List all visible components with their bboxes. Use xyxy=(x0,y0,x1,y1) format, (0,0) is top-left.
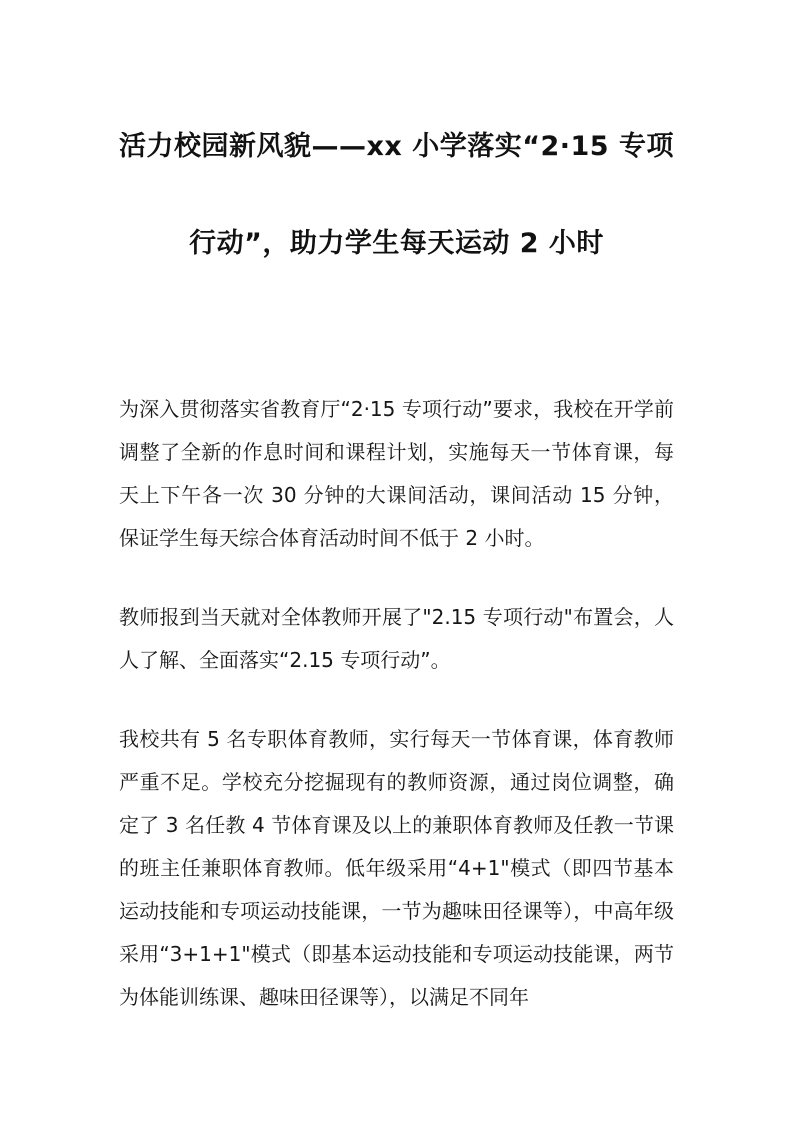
document-title-line-2: 行动”，助力学生每天运动 2 小时 xyxy=(189,228,604,259)
paragraph-pe-teachers: 我校共有 5 名专职体育教师，实行每天一节体育课，体育教师严重不足。学校充分挖掘现有的教师资源，通过岗位调整，确定了 3 名任教 4 节体育课及以上的兼职体育教师及任教一节课的班主任兼职体育教师。低年级采用“4+1"模式（即四节基本运动技能和专项运动技能课，一节为趣味田径课等），中高年级采用“3+1+1"模式（即基本运动技能和专项运动技能课，两节为体能训练课、趣味田径课等），以满足不同年 xyxy=(119,727,674,1009)
document-title xyxy=(119,98,674,292)
paragraph-intro: 为深入贯彻落实省教育厅“2·15 专项行动”要求，我校在开学前调整了全新的作息时间和课程计划，实施每天一节体育课，每天上下午各一次 30 分钟的大课间活动，课间活动 15 分钟，保证学生每天综合体育活动时间不低于 2 小时。 xyxy=(119,397,674,550)
document-content xyxy=(0,98,793,1019)
document-title-line-1: 活力校园新风貌——xx 小学落实“2·15 专项 xyxy=(119,131,674,162)
document-body xyxy=(119,388,674,1019)
paragraph-teacher-meeting: 教师报到当天就对全体教师开展了"2.15 专项行动"布置会，人人了解、全面落实“2.15 专项行动”。 xyxy=(119,605,674,672)
